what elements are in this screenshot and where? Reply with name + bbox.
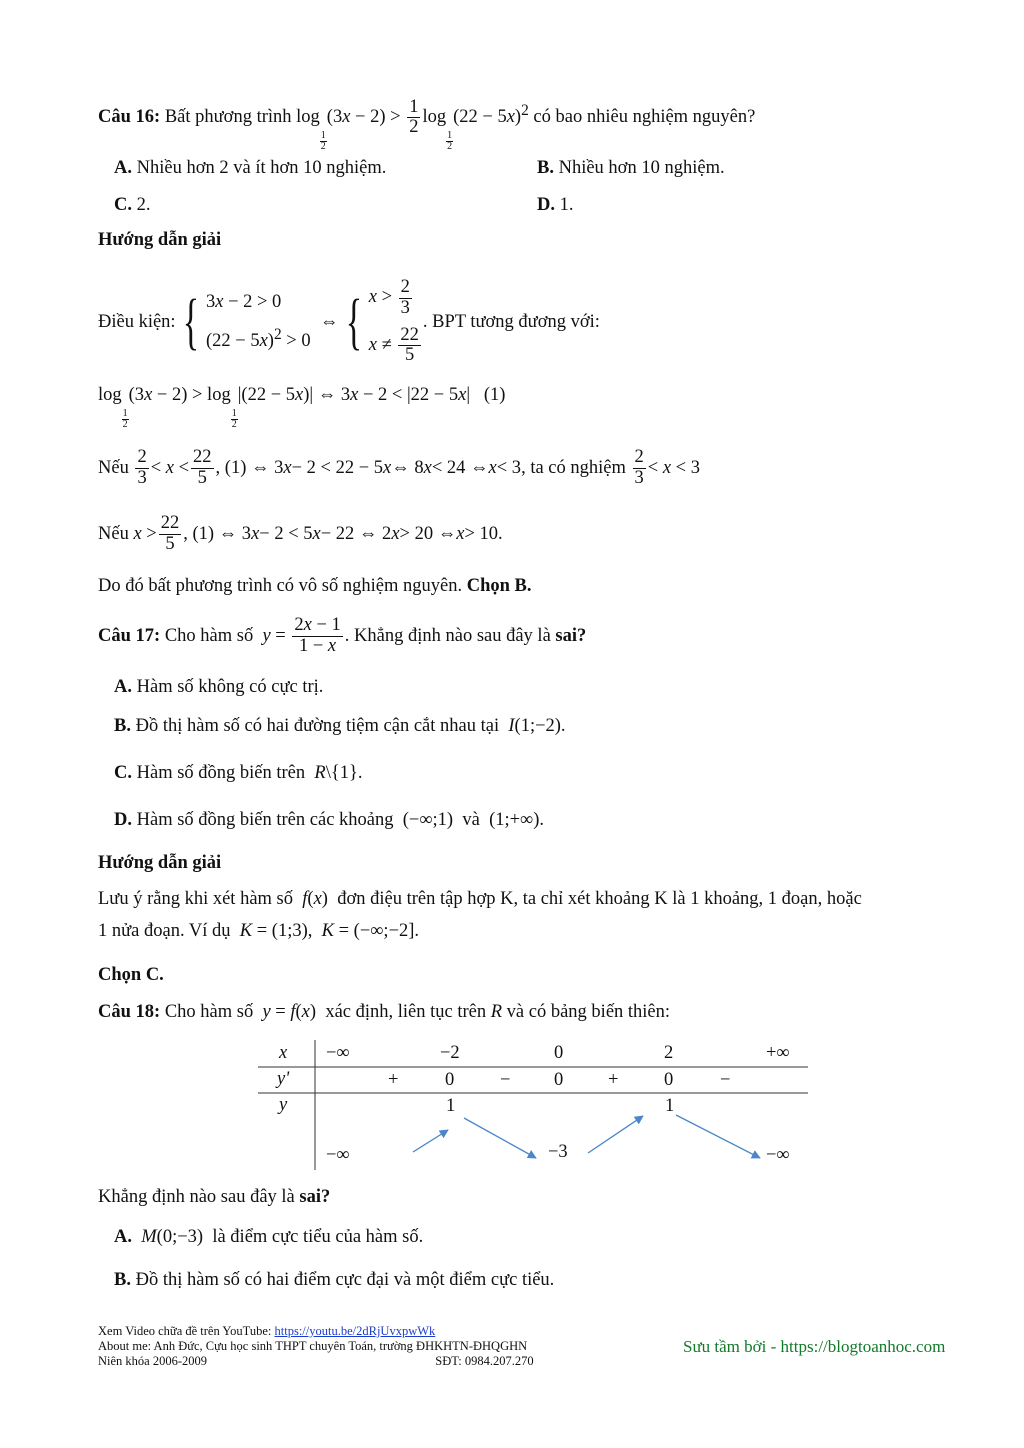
q16-answer: Chọn B. bbox=[466, 576, 532, 596]
q17-stem: Câu 17: Cho hàm số y = $\frac{2x - 1}{1 - x}$ . Khẳng định nào sau đây là sai? bbox=[98, 615, 587, 656]
arrow-increase-2 bbox=[588, 1116, 643, 1153]
q18-stem: Câu 18: Cho hàm số y = f(x) xác định, liên tục trên R và có bảng biến thiên: bbox=[98, 1002, 671, 1022]
footer-phone: SĐT: 0984.207.270 bbox=[435, 1354, 534, 1368]
q16-option-d: D. 1. bbox=[537, 195, 574, 215]
sign-cell: − bbox=[500, 1070, 511, 1090]
sign-cell: 0 bbox=[554, 1070, 564, 1090]
q17-option-b: B. Đồ thị hàm số có hai đường tiệm cận cắt nhau tại I(1;−2). bbox=[114, 716, 566, 736]
sign-cell: + bbox=[608, 1070, 619, 1090]
q16-option-a: A. Nhiều hơn 2 và ít hơn 10 nghiệm. bbox=[114, 158, 387, 178]
q17-option-d: D. Hàm số đồng biến trên các khoảng (−∞;1) và (1;+∞). bbox=[114, 810, 545, 830]
footer-years-line: Niên khóa 2006-2009 SĐT: 0984.207.270 bbox=[98, 1354, 534, 1368]
q17-solution-title: Hướng dẫn giải bbox=[98, 853, 222, 873]
arrow-decrease-1 bbox=[464, 1118, 536, 1158]
sign-cell: 0 bbox=[664, 1070, 674, 1090]
q17-note-line-1: Lưu ý rằng khi xét hàm số f(x) đơn điệu trên tập hợp K, ta chỉ xét khoảng K là 1 khoảng, 1 đoạn, hoặc bbox=[98, 889, 862, 909]
q17-option-c: C. Hàm số đồng biến trên R\{1}. bbox=[114, 763, 363, 783]
q16-inequality: log $\frac{1}{2}$ (3x − 2) > $\frac{1}{2}$ log $\frac{1}{2}$ $(22 - 5x)^2$ bbox=[296, 97, 529, 153]
footer-info bbox=[98, 1324, 534, 1369]
q16-stem: Câu 16: Bất phương trình log $\frac{1}{2}$ (3x − 2) > $\frac{1}{2}$ log $\frac{1}{2}$ $(22 - 5x)^2$ có bao nhiêu nghiệm nguyên? bbox=[98, 97, 756, 153]
variation-table bbox=[258, 1040, 810, 1170]
table-label-x: x bbox=[279, 1043, 288, 1063]
youtube-link[interactable]: https://youtu.be/2dRjUvxpwWk bbox=[274, 1324, 436, 1338]
q16-option-c: C. 2. bbox=[114, 195, 151, 215]
q16-case-1: Nếu $\frac{2}{3}$ < x < $\frac{22}{5}$ , (1) ⇔ 3 x − 2 < 22 − 5 x ⇔ 8 x < 24 ⇔ x < 3 , ta có nghiệm $\frac{2}{3}$ < x < 3 bbox=[98, 447, 700, 488]
q16-conclusion: Do đó bất phương trình có vô số nghiệm nguyên. Chọn B. bbox=[98, 576, 532, 596]
y-limit-right: −∞ bbox=[766, 1145, 790, 1165]
arrow-increase-1 bbox=[413, 1130, 448, 1152]
q16-option-b: B. Nhiều hơn 10 nghiệm. bbox=[537, 158, 725, 178]
q18-option-b: B. Đồ thị hàm số có hai điểm cực đại và một điểm cực tiểu. bbox=[114, 1270, 555, 1290]
sign-cell: 0 bbox=[445, 1070, 455, 1090]
q17-answer: Chọn C. bbox=[98, 965, 164, 985]
x-value: +∞ bbox=[766, 1043, 790, 1063]
y-maximum: 1 bbox=[446, 1096, 456, 1116]
footer-about: About me: Anh Đức, Cựu học sinh THPT chuyên Toán, trường ĐHKHTN-ĐHQGHN bbox=[98, 1339, 528, 1353]
y-limit-left: −∞ bbox=[326, 1145, 350, 1165]
y-minimum: −3 bbox=[548, 1142, 568, 1162]
x-value: 0 bbox=[554, 1043, 564, 1063]
q16-condition: Điều kiện: { 3x − 2 > 0 $(22 - 5x)^2 > 0$ ⇔ { x > $\frac{2}{3}$ x ≠ $\frac{22}{5}$ . BPT tương đương với: bbox=[98, 277, 600, 366]
q16-label: Câu 16: bbox=[98, 107, 161, 128]
sign-cell: + bbox=[388, 1070, 399, 1090]
arrow-decrease-2 bbox=[676, 1115, 760, 1158]
y-maximum: 1 bbox=[665, 1096, 675, 1116]
x-value: −∞ bbox=[326, 1043, 350, 1063]
q18-ask: Khẳng định nào sau đây là sai? bbox=[98, 1187, 331, 1207]
sign-cell: − bbox=[720, 1070, 731, 1090]
footer-source: Sưu tầm bởi - https://blogtoanhoc.com bbox=[683, 1337, 946, 1356]
table-label-y: y bbox=[279, 1095, 288, 1115]
q17-option-a: A. Hàm số không có cực trị. bbox=[114, 677, 324, 697]
q18-option-a: A. M(0;−3) là điểm cực tiểu của hàm số. bbox=[114, 1227, 424, 1247]
q16-solution-title: Hướng dẫn giải bbox=[98, 230, 222, 250]
q17-note-line-2: 1 nửa đoạn. Ví dụ K = (1;3), K = (−∞;−2]. bbox=[98, 921, 420, 941]
q16-equivalent: log $\frac{1}{2}$ (3x − 2) > log $\frac{1}{2}$ |(22 − 5x)| ⇔ 3x − 2 < |22 − 5x| (1) bbox=[98, 385, 506, 430]
x-value: 2 bbox=[664, 1043, 674, 1063]
table-label-yprime: y' bbox=[277, 1069, 290, 1089]
x-value: −2 bbox=[440, 1043, 460, 1063]
q16-case-2: Nếu x > $\frac{22}{5}$ , (1) ⇔ 3 x − 2 < 5 x − 22 ⇔ 2 x > 20 ⇔ x > 10. bbox=[98, 513, 503, 554]
footer-video-line: Xem Video chữa đề trên YouTube: https://youtu.be/2dRjUvxpwWk bbox=[98, 1324, 436, 1338]
